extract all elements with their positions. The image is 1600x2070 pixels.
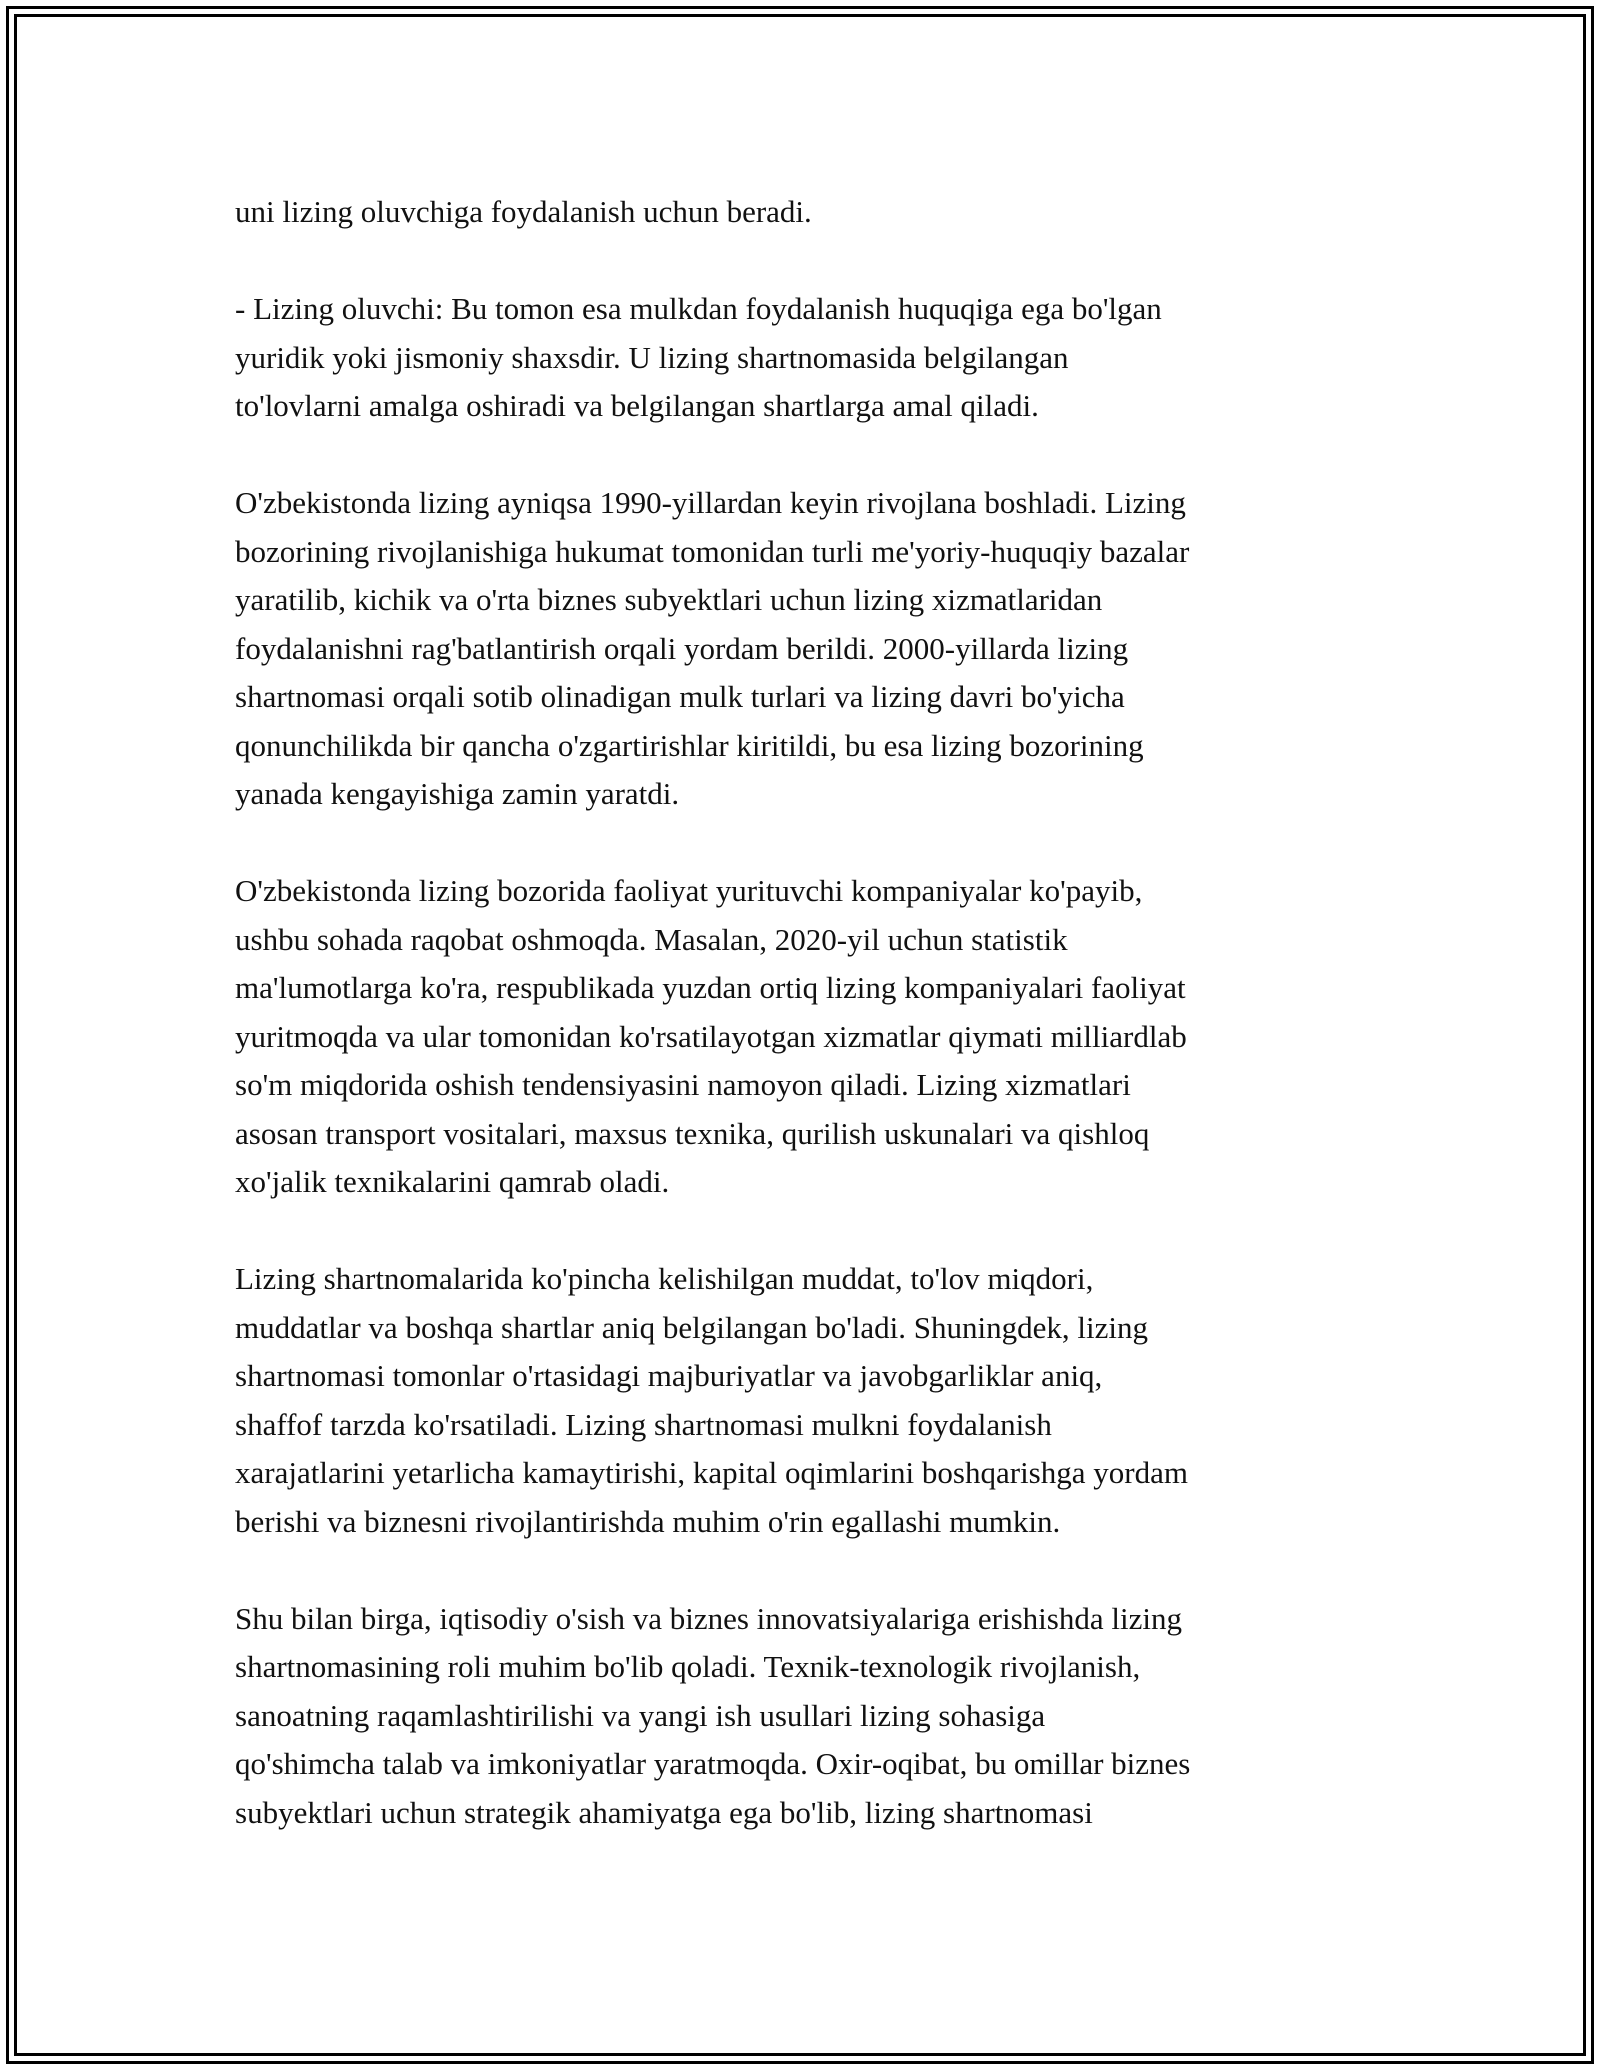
paragraph-3: O'zbekistonda lizing ayniqsa 1990-yillardan keyin rivojlana boshladi. Lizing bozorining rivojlanishiga hukumat tomonidan turli me'yoriy-huquqiy bazalar yaratilib, kichik va o'rta biznes subyektlari uchun lizing xizmatlaridan foydalanishni rag'batlantirish orqali yordam berildi. 2000-yillarda lizing shartnomasi orqali sotib olinadigan mulk turlari va lizing davri bo'yicha qonunchilikda bir qancha o'zgartirishlar kiritildi, bu esa lizing bozorining yanada kengayishiga zamin yaratdi. — [235, 485, 1190, 811]
paragraph-2: - Lizing oluvchi: Bu tomon esa mulkdan foydalanish huquqiga ega bo'lgan yuridik yoki jismoniy shaxsdir. U lizing shartnomasida belgilangan to'lovlarni amalga oshiradi va belgilangan shartlarga amal qiladi. — [235, 291, 1162, 423]
document-body — [235, 188, 1375, 1837]
paragraph-5: Lizing shartnomalarida ko'pincha kelishilgan muddat, to'lov miqdori, muddatlar va boshqa shartlar aniq belgilangan bo'ladi. Shuningdek, lizing shartnomasi tomonlar o'rtasidagi majburiyatlar va javobgarliklar aniq, shaffof tarzda ko'rsatiladi. Lizing shartnomasi mulkni foydalanish xarajatlarini yetarlicha kamaytirishi, kapital oqimlarini boshqarishga yordam berishi va biznesni rivojlantirishda muhim o'rin egallashi mumkin. — [235, 1261, 1188, 1539]
paragraph-4: O'zbekistonda lizing bozorida faoliyat yurituvchi kompaniyalar ko'payib, ushbu sohada raqobat oshmoqda. Masalan, 2020-yil uchun statistik ma'lumotlarga ko'ra, respublikada yuzdan ortiq lizing kompaniyalari faoliyat yuritmoqda va ular tomonidan ko'rsatilayotgan xizmatlar qiymati milliardlab so'm miqdorida oshish tendensiyasini namoyon qiladi. Lizing xizmatlari asosan transport vositalari, maxsus texnika, qurilish uskunalari va qishloq xo'jalik texnikalarini qamrab oladi. — [235, 873, 1187, 1199]
paragraph-6: Shu bilan birga, iqtisodiy o'sish va biznes innovatsiyalariga erishishda lizing shartnomasining roli muhim bo'lib qoladi. Texnik-texnologik rivojlanish, sanoatning raqamlashtirilishi va yangi ish usullari lizing sohasiga qo'shimcha talab va imkoniyatlar yaratmoqda. Oxir-oqibat, bu omillar biznes subyektlari uchun strategik ahamiyatga ega bo'lib, lizing shartnomasi — [235, 1600, 1191, 1830]
paragraph-1: uni lizing oluvchiga foydalanish uchun beradi. — [235, 194, 812, 229]
